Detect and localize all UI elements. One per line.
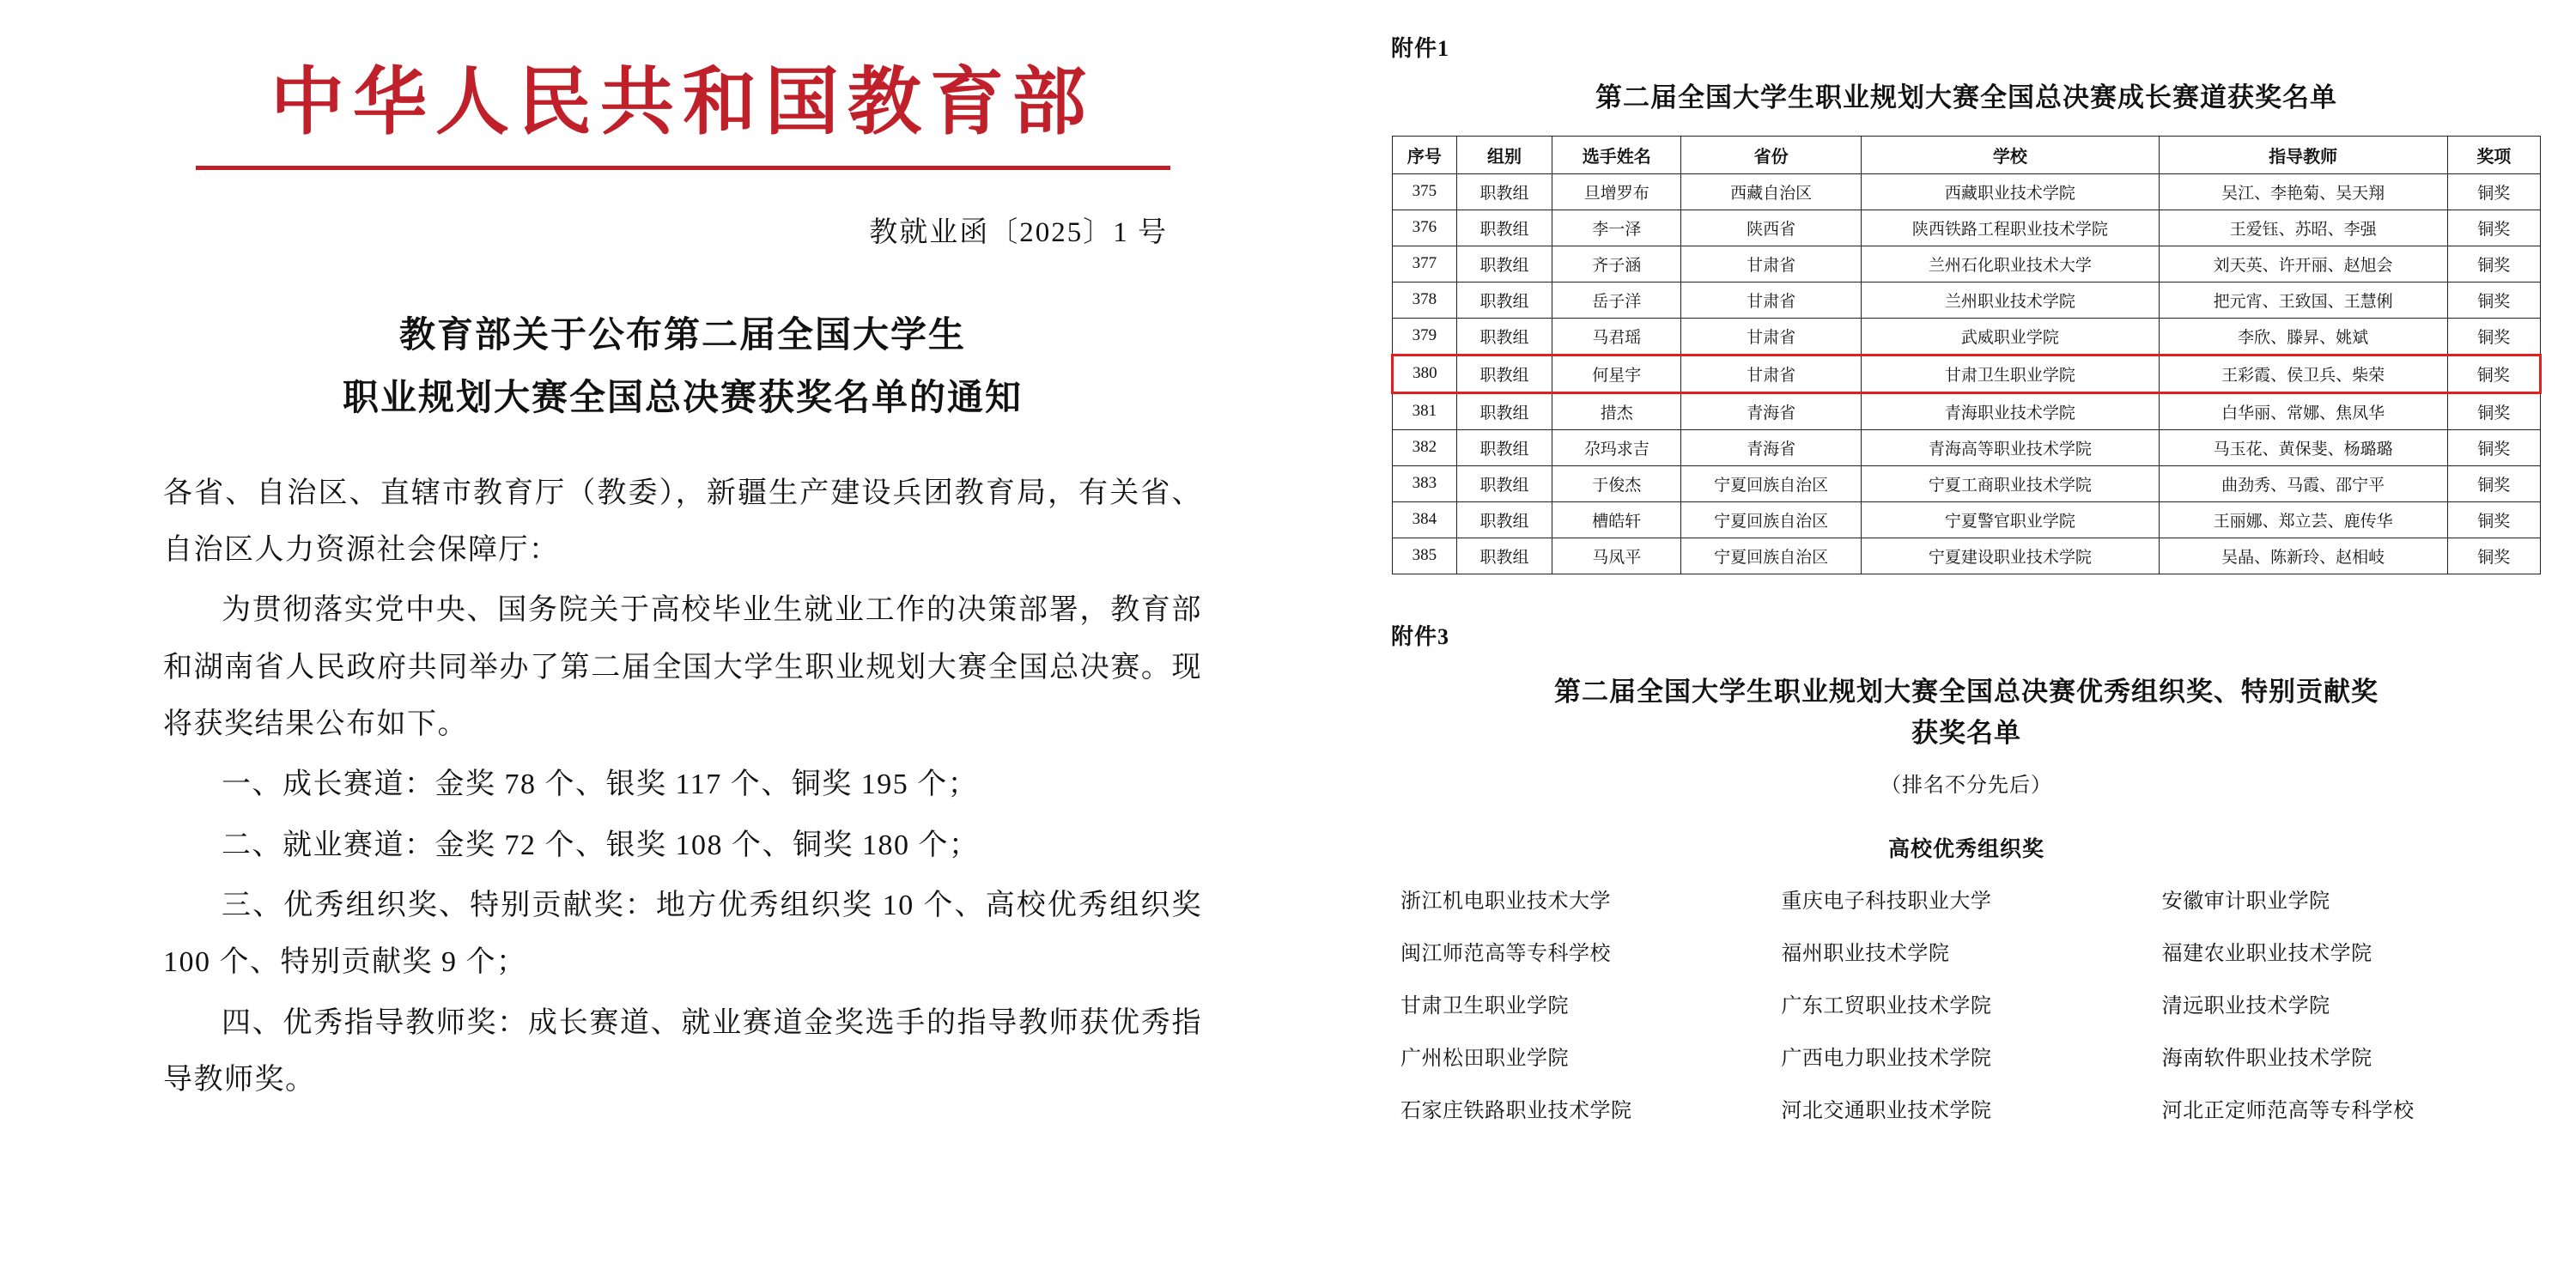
cell-school: 甘肃卫生职业学院 (1862, 355, 2160, 392)
cell-school: 青海职业技术学院 (1862, 392, 2160, 429)
body-paragraph-3: 二、就业赛道：金奖 72 个、银奖 108 个、铜奖 180 个； (222, 829, 980, 861)
attachment1-title: 第二届全国大学生职业规划大赛全国总决赛成长赛道获奖名单 (1595, 82, 2337, 112)
cell-seq: 380 (1393, 355, 1457, 392)
growth-track-award-table (1391, 136, 2542, 574)
organization-name: 福州职业技术学院 (1781, 942, 1950, 965)
document-title-line2: 职业规划大赛全国总决赛获奖名单的通知 (342, 379, 1023, 419)
body-paragraph-1: 为贯彻落实党中央、国务院关于高校毕业生就业工作的决策部署，教育部和湖南省人民政府共同举办了第二届全国大学生职业规划大赛全国总决赛。现将获奖结果公布如下。 (163, 594, 1202, 741)
column-header-teacher: 指导教师 (2159, 136, 2447, 173)
attachment3-title-line1: 第二届全国大学生职业规划大赛全国总决赛优秀组织奖、特别贡献奖 (1554, 676, 2379, 707)
cell-group: 职教组 (1456, 318, 1552, 355)
list-item (1776, 882, 2156, 915)
cell-teacher: 吴晶、陈新玲、赵相岐 (2159, 538, 2447, 574)
organization-name-highlighted: 甘肃卫生职业学院 (1400, 994, 1569, 1018)
document-body (163, 465, 1202, 1109)
list-item (1776, 1091, 2156, 1125)
cell-name: 何星宇 (1552, 355, 1681, 392)
table-row (1393, 318, 2541, 355)
table-row (1393, 246, 2541, 282)
cell-award: 铜奖 (2447, 173, 2540, 210)
cell-province: 甘肃省 (1681, 282, 1862, 318)
cell-province: 青海省 (1681, 392, 1862, 429)
cell-name: 尕玛求吉 (1552, 429, 1681, 465)
cell-province: 宁夏回族自治区 (1681, 501, 1862, 538)
cell-group: 职教组 (1456, 282, 1552, 318)
table-row (1393, 392, 2541, 429)
table-row (1393, 282, 2541, 318)
table-row-highlighted (1393, 355, 2541, 392)
list-item-highlighted (1395, 987, 1776, 1020)
organization-name: 广州松田职业学院 (1400, 1047, 1569, 1070)
body-paragraph-2: 一、成长赛道：金奖 78 个、银奖 117 个、铜奖 195 个； (222, 769, 979, 801)
ministry-title: 中华人民共和国教育部 (270, 61, 1095, 143)
organization-name: 福建农业职业技术学院 (2161, 942, 2372, 965)
cell-name: 李一泽 (1552, 210, 1681, 246)
cell-group: 职教组 (1456, 210, 1552, 246)
cell-group: 职教组 (1456, 173, 1552, 210)
organization-name: 河北交通职业技术学院 (1781, 1099, 1992, 1122)
cell-teacher: 马玉花、黄保斐、杨璐璐 (2159, 429, 2447, 465)
organization-name: 清远职业技术学院 (2161, 994, 2330, 1018)
cell-group: 职教组 (1456, 465, 1552, 501)
cell-province: 甘肃省 (1681, 355, 1862, 392)
cell-group: 职教组 (1456, 501, 1552, 538)
organization-name: 广东工贸职业技术学院 (1781, 994, 1992, 1018)
cell-seq: 377 (1393, 246, 1457, 282)
organization-name: 安徽审计职业学院 (2161, 890, 2330, 913)
cell-school: 西藏职业技术学院 (1862, 173, 2160, 210)
attachments-panel (1357, 0, 2576, 1288)
red-divider-rule (196, 166, 1170, 170)
cell-name: 措杰 (1552, 392, 1681, 429)
list-item (1776, 1039, 2156, 1072)
organization-award-list (1395, 882, 2537, 1125)
cell-school: 青海高等职业技术学院 (1862, 429, 2160, 465)
column-header-seq: 序号 (1393, 136, 1457, 173)
cell-seq: 376 (1393, 210, 1457, 246)
list-item (2157, 1091, 2537, 1125)
list-item (2157, 934, 2537, 968)
table-row (1393, 538, 2541, 574)
cell-award: 铜奖 (2447, 355, 2540, 392)
cell-award: 铜奖 (2447, 429, 2540, 465)
cell-seq: 375 (1393, 173, 1457, 210)
cell-school: 宁夏建设职业技术学院 (1862, 538, 2160, 574)
table-row (1393, 429, 2541, 465)
list-item (1395, 1039, 1776, 1072)
table-header-row (1393, 136, 2541, 173)
cell-award: 铜奖 (2447, 501, 2540, 538)
organization-name: 石家庄铁路职业技术学院 (1400, 1099, 1632, 1122)
section-heading-university-org-award: 高校优秀组织奖 (1887, 837, 2044, 861)
cell-award: 铜奖 (2447, 392, 2540, 429)
cell-school: 武威职业学院 (1862, 318, 2160, 355)
cell-teacher: 李欣、滕昇、姚斌 (2159, 318, 2447, 355)
cell-school: 宁夏警官职业学院 (1862, 501, 2160, 538)
list-item (1395, 934, 1776, 968)
column-header-province: 省份 (1681, 136, 1862, 173)
cell-school: 宁夏工商职业技术学院 (1862, 465, 2160, 501)
cell-name: 齐子涵 (1552, 246, 1681, 282)
cell-seq: 384 (1393, 501, 1457, 538)
cell-name: 槽皓轩 (1552, 501, 1681, 538)
cell-group: 职教组 (1456, 392, 1552, 429)
body-paragraph-4: 三、优秀组织奖、特别贡献奖：地方优秀组织奖 10 个、高校优秀组织奖 100 个、特别贡献奖 9 个； (163, 889, 1202, 979)
cell-award: 铜奖 (2447, 538, 2540, 574)
document-number: 教就业函〔2025〕1 号 (869, 216, 1168, 248)
column-header-group: 组别 (1456, 136, 1552, 173)
organization-name: 闽江师范高等专科学校 (1400, 942, 1611, 965)
cell-province: 青海省 (1681, 429, 1862, 465)
table-row (1393, 501, 2541, 538)
cell-school: 陕西铁路工程职业技术学院 (1862, 210, 2160, 246)
cell-group: 职教组 (1456, 429, 1552, 465)
list-item (1395, 882, 1776, 915)
list-item (2157, 987, 2537, 1020)
cell-teacher: 曲劲秀、马霞、邵宁平 (2159, 465, 2447, 501)
cell-teacher: 白华丽、常娜、焦凤华 (2159, 392, 2447, 429)
attachment3-title-line2: 获奖名单 (1911, 717, 2021, 748)
attachment3-section (1391, 619, 2542, 1125)
cell-seq: 382 (1393, 429, 1457, 465)
cell-seq: 379 (1393, 318, 1457, 355)
cell-teacher: 王彩霞、侯卫兵、柴荣 (2159, 355, 2447, 392)
organization-name: 河北正定师范高等专科学校 (2161, 1099, 2415, 1122)
column-header-award: 奖项 (2447, 136, 2540, 173)
list-item (1776, 934, 2156, 968)
document-title (163, 305, 1202, 431)
cell-group: 职教组 (1456, 246, 1552, 282)
cell-name: 马君瑶 (1552, 318, 1681, 355)
cell-province: 陕西省 (1681, 210, 1862, 246)
cell-award: 铜奖 (2447, 318, 2540, 355)
attachment3-note: （排名不分先后） (1880, 774, 2052, 797)
cell-award: 铜奖 (2447, 465, 2540, 501)
organization-name: 海南软件职业技术学院 (2161, 1047, 2372, 1070)
organization-name: 广西电力职业技术学院 (1781, 1047, 1992, 1070)
list-item (2157, 882, 2537, 915)
cell-award: 铜奖 (2447, 210, 2540, 246)
cell-group: 职教组 (1456, 538, 1552, 574)
cell-teacher: 王爱钰、苏昭、李强 (2159, 210, 2447, 246)
cell-teacher: 王丽娜、郑立芸、鹿传华 (2159, 501, 2447, 538)
cell-name: 马凤平 (1552, 538, 1681, 574)
cell-name: 旦增罗布 (1552, 173, 1681, 210)
cell-seq: 378 (1393, 282, 1457, 318)
cell-province: 宁夏回族自治区 (1681, 538, 1862, 574)
cell-seq: 385 (1393, 538, 1457, 574)
list-item (1776, 987, 2156, 1020)
cell-name: 岳子洋 (1552, 282, 1681, 318)
column-header-school: 学校 (1862, 136, 2160, 173)
cell-teacher: 刘天英、许开丽、赵旭会 (2159, 246, 2447, 282)
cell-province: 西藏自治区 (1681, 173, 1862, 210)
cell-award: 铜奖 (2447, 282, 2540, 318)
list-item (1395, 1091, 1776, 1125)
cell-province: 甘肃省 (1681, 246, 1862, 282)
attachment3-label: 附件3 (1391, 623, 1450, 649)
cell-province: 甘肃省 (1681, 318, 1862, 355)
cell-name: 于俊杰 (1552, 465, 1681, 501)
attachment3-title (1391, 671, 2542, 754)
table-row (1393, 465, 2541, 501)
cell-group: 职教组 (1456, 355, 1552, 392)
organization-name: 重庆电子科技职业大学 (1781, 890, 1992, 913)
cell-award: 铜奖 (2447, 246, 2540, 282)
column-header-name: 选手姓名 (1552, 136, 1681, 173)
table-row (1393, 210, 2541, 246)
list-item (2157, 1039, 2537, 1072)
body-paragraph-0: 各省、自治区、直辖市教育厅（教委），新疆生产建设兵团教育局，有关省、自治区人力资源社会保障厅： (163, 477, 1202, 567)
cell-school: 兰州石化职业技术大学 (1862, 246, 2160, 282)
cell-teacher: 吴江、李艳菊、吴天翔 (2159, 173, 2447, 210)
organization-name: 浙江机电职业技术大学 (1400, 890, 1611, 913)
table-row (1393, 173, 2541, 210)
document-title-line1: 教育部关于公布第二届全国大学生 (398, 315, 966, 355)
cell-seq: 381 (1393, 392, 1457, 429)
cell-school: 兰州职业技术学院 (1862, 282, 2160, 318)
attachment1-label: 附件1 (1391, 36, 1450, 61)
cell-teacher: 把元宵、王致国、王慧俐 (2159, 282, 2447, 318)
cell-province: 宁夏回族自治区 (1681, 465, 1862, 501)
body-paragraph-5: 四、优秀指导教师奖：成长赛道、就业赛道金奖选手的指导教师获优秀指导教师奖。 (163, 1006, 1202, 1096)
cell-seq: 383 (1393, 465, 1457, 501)
